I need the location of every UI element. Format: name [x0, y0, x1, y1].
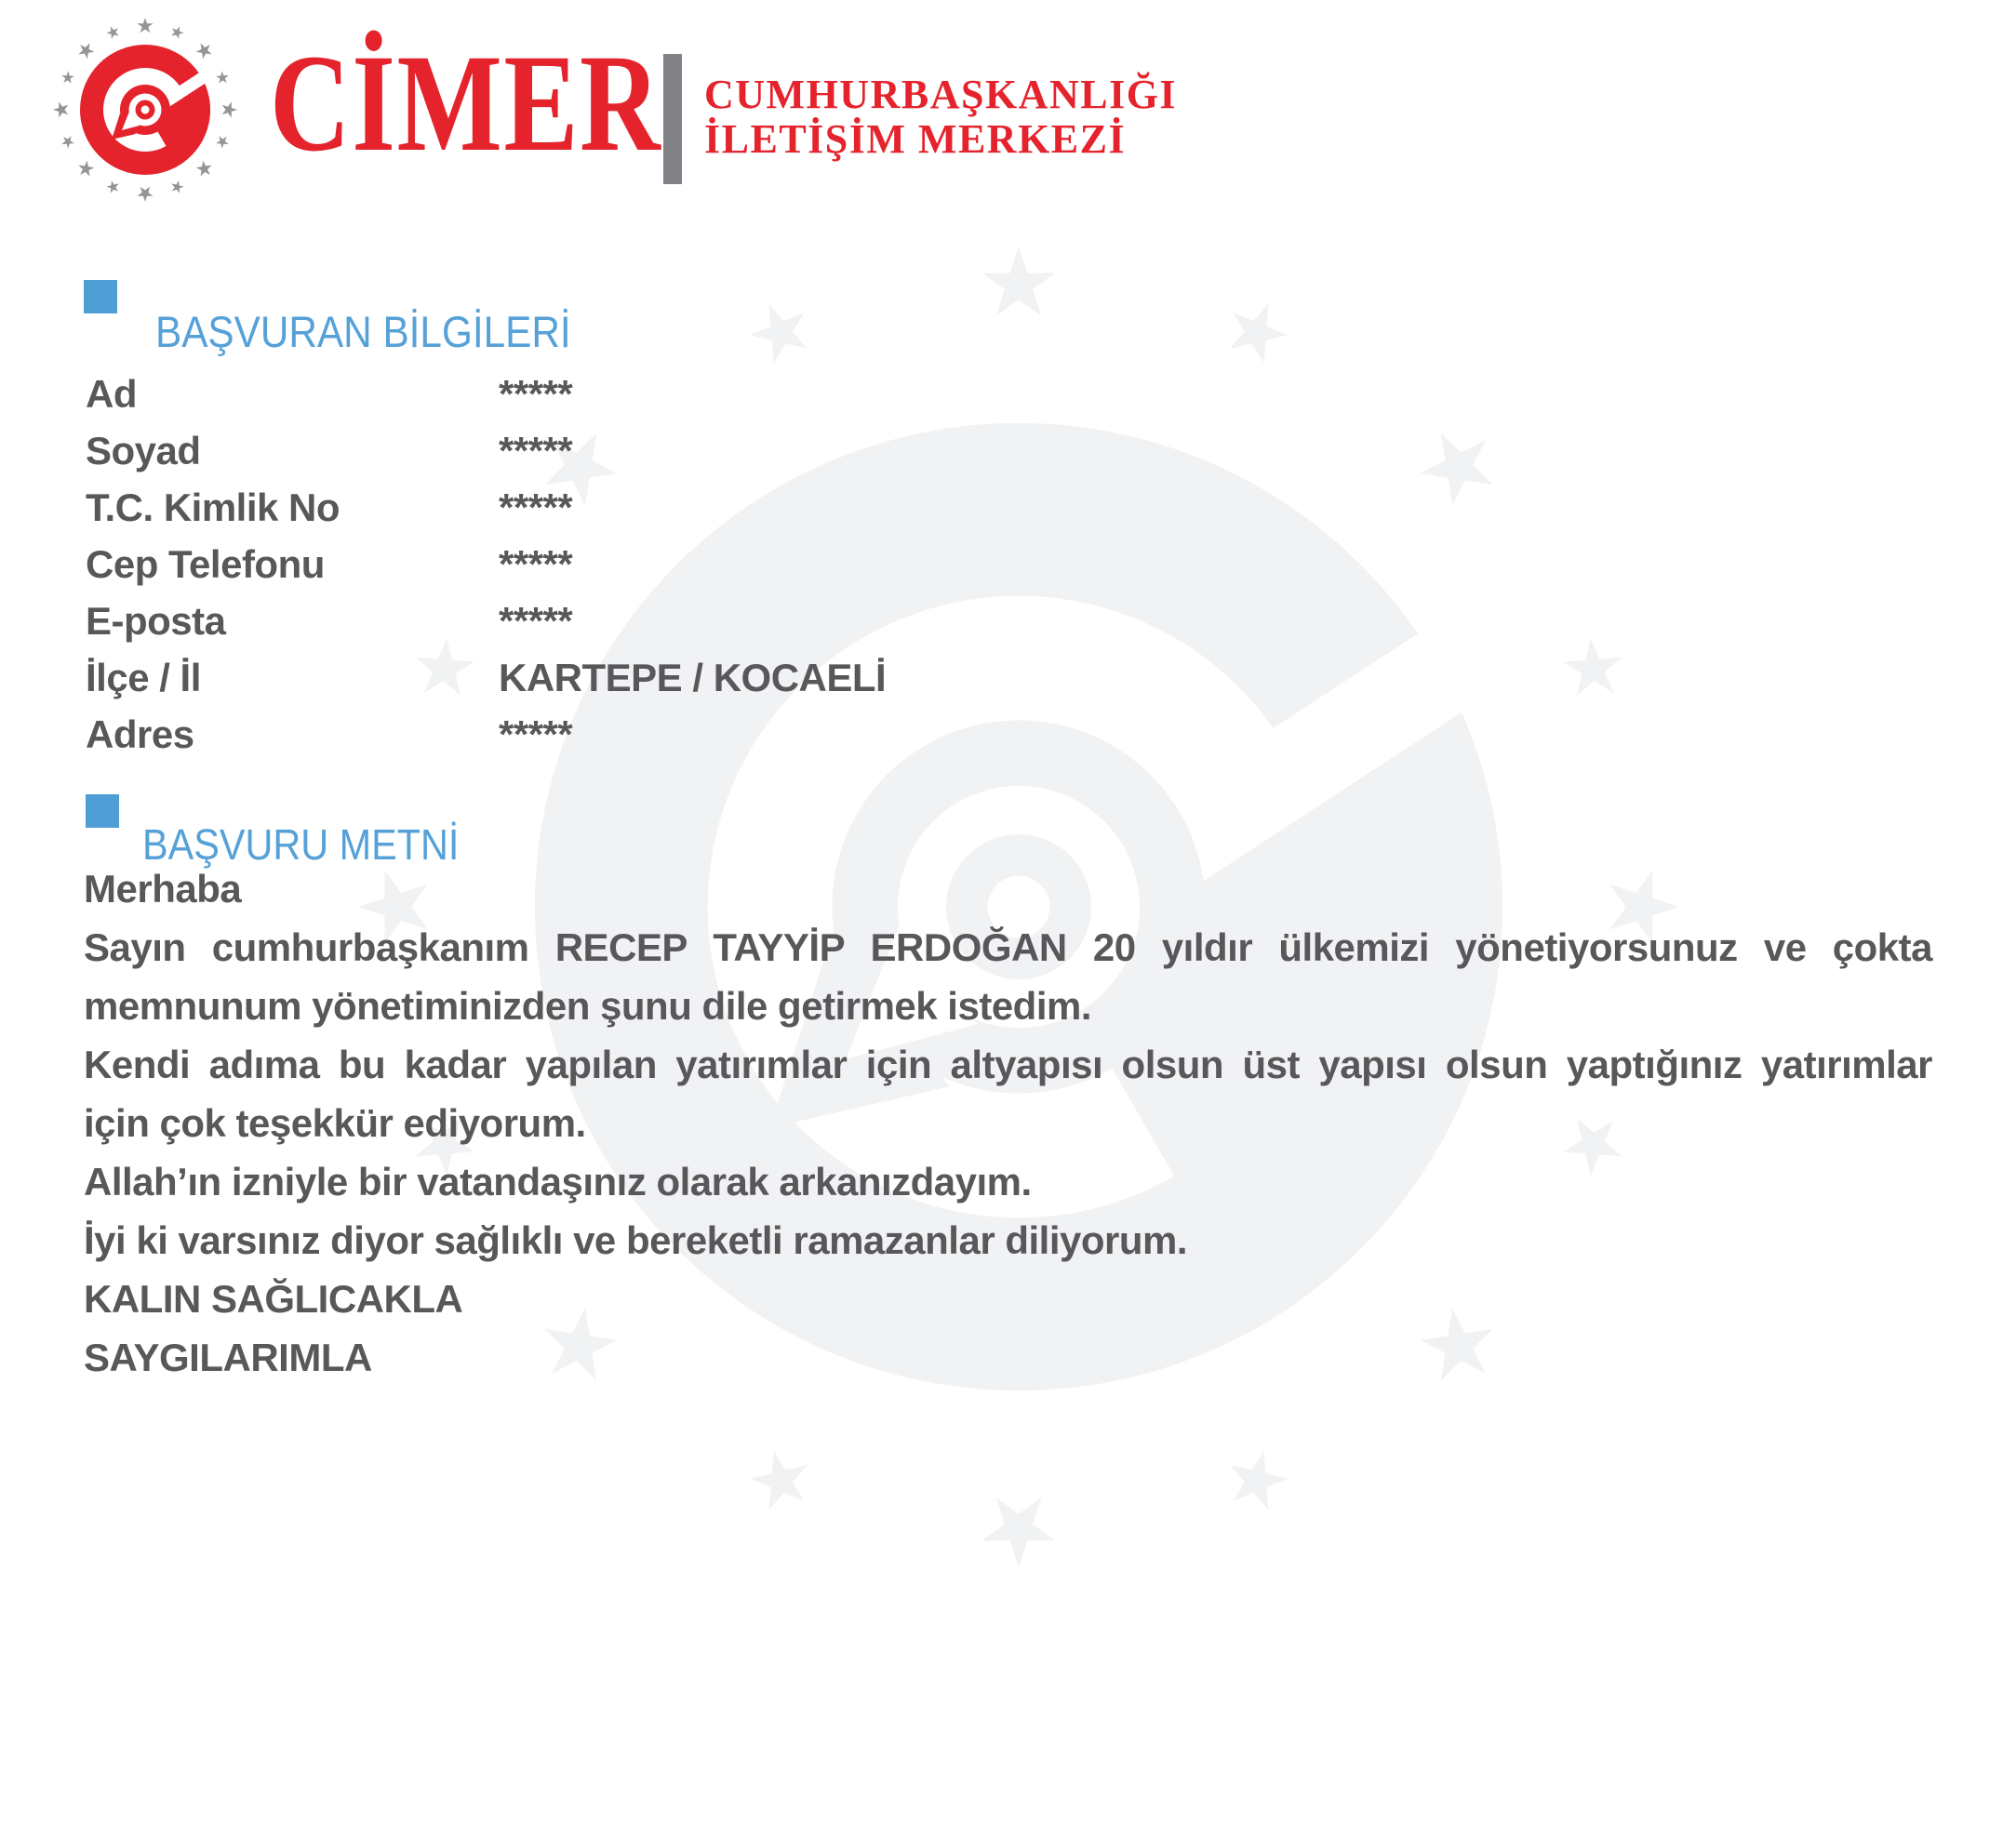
petition-line: Allah’ın izniyle bir vatandaşınız olarak arkanızdayım.	[84, 1160, 1032, 1204]
field-row-ilce-il	[86, 649, 1574, 706]
brand-wordmark: CİMER	[270, 26, 662, 180]
field-label: İlçe / İl	[86, 656, 201, 699]
petition-line: Kendi adıma bu kadar yapılan yatırımlar için altyapısı olsun üst yapısı olsun yaptığınız yatırımlar	[84, 1043, 1932, 1086]
field-value: *****	[499, 372, 573, 416]
field-value: *****	[499, 542, 573, 586]
field-label: Soyad	[86, 429, 201, 472]
field-label: Ad	[86, 372, 137, 416]
blue-square-bullet-icon	[86, 794, 119, 828]
petition-line: İyi ki varsınız diyor sağlıklı ve bereketli ramazanlar diliyorum.	[84, 1218, 1188, 1262]
header-divider-bar	[663, 54, 682, 184]
petition-line: memnunum yönetiminizden şunu dile getirmek istedim.	[84, 984, 1092, 1028]
field-row-ad	[86, 366, 1574, 422]
field-value: *****	[499, 712, 573, 756]
field-row-tc-kimlik-no	[86, 479, 1574, 536]
field-label: T.C. Kimlik No	[86, 485, 340, 529]
org-name-line1: CUMHURBAŞKANLIĞI	[704, 72, 1178, 117]
field-row-cep-telefonu	[86, 536, 1574, 592]
petition-line: Sayın cumhurbaşkanım RECEP TAYYİP ERDOĞAN 20 yıldır ülkemizi yönetiyorsunuz ve çokta	[84, 925, 1932, 969]
field-label: E-posta	[86, 599, 226, 643]
applicant-fields-table	[86, 366, 1574, 763]
org-name-line2: İLETİŞİM MERKEZİ	[704, 116, 1127, 162]
section-title-applicant-info: BAŞVURAN BİLGİLERİ	[155, 307, 571, 356]
field-value: KARTEPE / KOCAELİ	[499, 656, 887, 699]
petition-line: SAYGILARIMLA	[84, 1336, 372, 1379]
petition-body	[84, 859, 1932, 1387]
field-row-eposta	[86, 592, 1574, 649]
field-label: Cep Telefonu	[86, 542, 325, 586]
field-row-soyad	[86, 422, 1574, 479]
blue-square-bullet-icon	[84, 280, 117, 313]
cimer-logo-emblem-icon	[52, 17, 238, 203]
petition-line: KALIN SAĞLICAKLA	[84, 1277, 463, 1321]
petition-line: için çok teşekkür ediyorum.	[84, 1101, 586, 1145]
field-value: *****	[499, 599, 573, 643]
org-name	[704, 73, 1177, 162]
field-row-adres	[86, 706, 1574, 763]
petition-line: Merhaba	[84, 867, 242, 911]
field-value: *****	[499, 429, 573, 472]
section-title-petition-text: BAŞVURU METNİ	[142, 820, 460, 870]
field-value: *****	[499, 485, 573, 529]
field-label: Adres	[86, 712, 194, 756]
